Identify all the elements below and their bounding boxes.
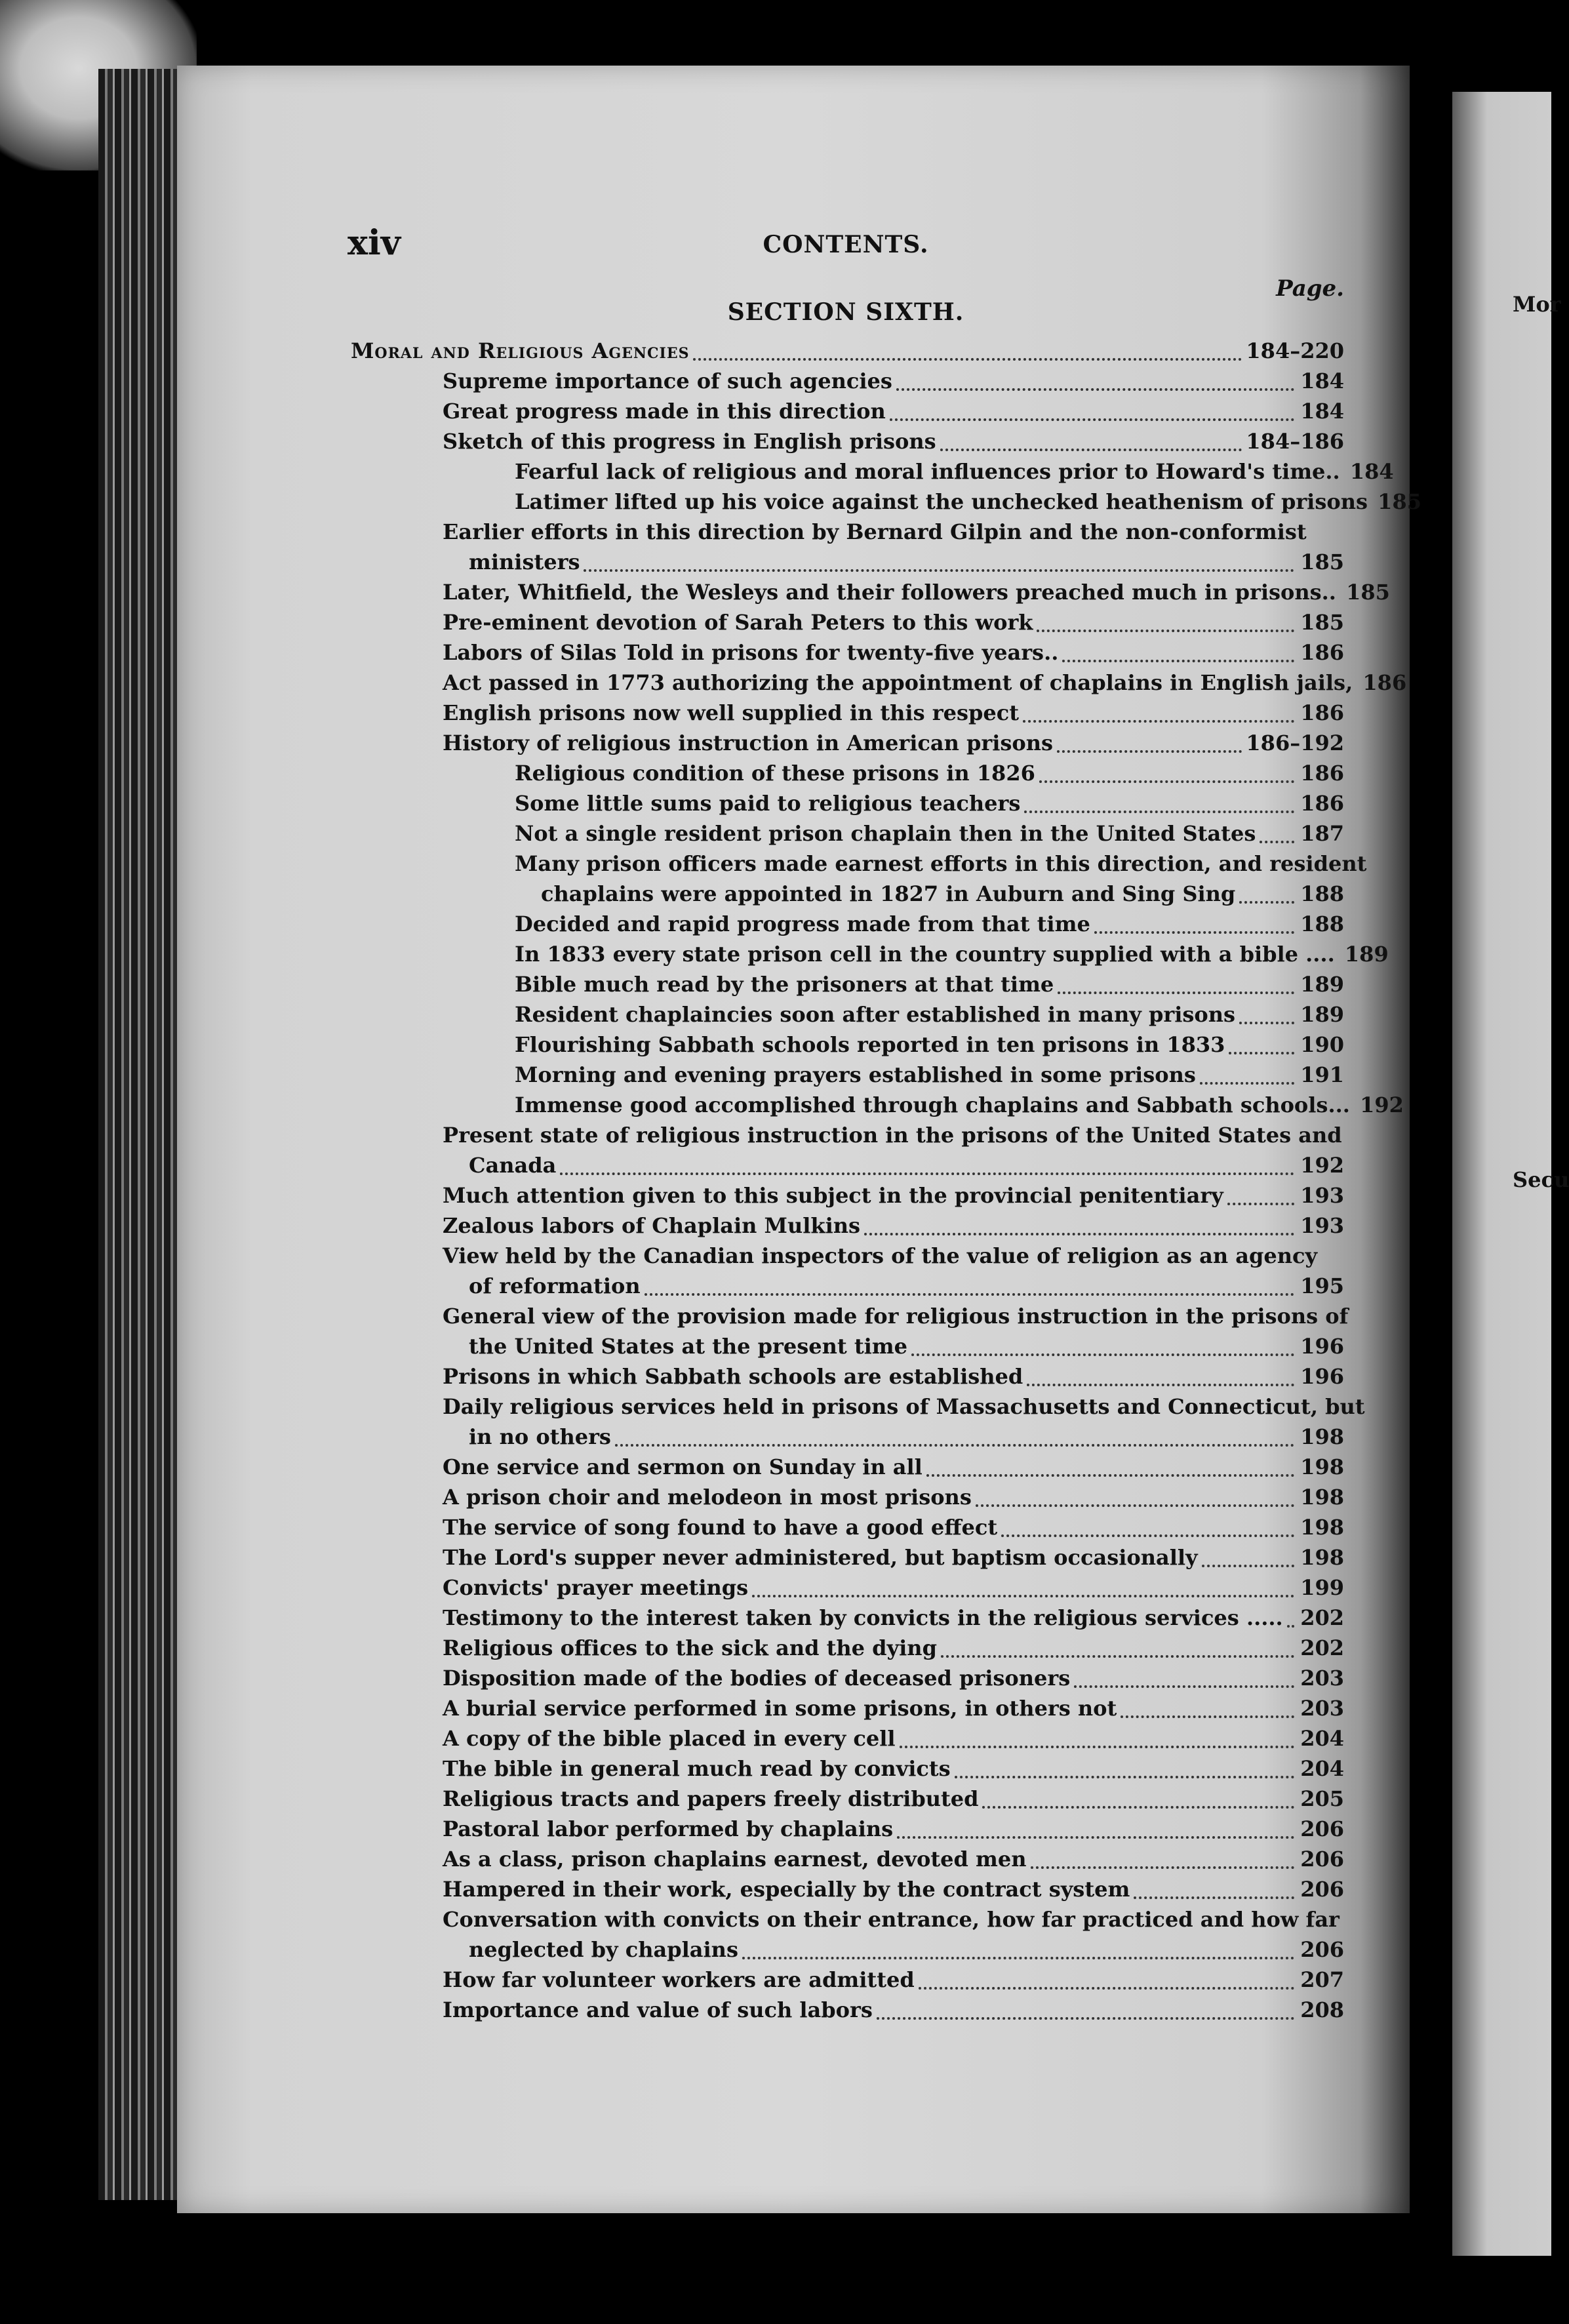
toc-entry [351, 1241, 1344, 1301]
toc-entry-text: Latimer lifted up his voice against the unchecked heathenism of prisons [515, 489, 1368, 514]
toc-entry [351, 1211, 1344, 1241]
toc-entry-text: Religious offices to the sick and the dying [443, 1635, 937, 1660]
toc-page-number: 206 [1300, 1816, 1344, 1841]
toc-entry [351, 426, 1344, 456]
toc-page-number: 204 [1300, 1756, 1344, 1781]
toc-entry [351, 698, 1344, 728]
toc-entry [351, 456, 1394, 487]
toc-entry-text: Many prison officers made earnest efforts in this direction, and resident [515, 851, 1367, 876]
toc-entry-text: Pastoral labor performed by chaplains [443, 1816, 894, 1841]
toc-entry-text: In 1833 every state prison cell in the country supplied with a bible .... [515, 942, 1335, 967]
toc-entry [351, 788, 1344, 818]
toc-page-number: 184 [1300, 369, 1344, 393]
toc-entry-text: Later, Whitfield, the Wesleys and their followers preached much in prisons.. [443, 580, 1336, 605]
toc-entry-text: Present state of religious instruction in the prisons of the United States and [443, 1123, 1342, 1148]
toc-entry-text: Pre-eminent devotion of Sarah Peters to this work [443, 610, 1033, 635]
toc-entry-text: Religious condition of these prisons in 1826 [515, 761, 1035, 786]
toc-entry-text: Prisons in which Sabbath schools are established [443, 1364, 1023, 1389]
toc-page-number: 186–192 [1246, 731, 1344, 755]
dot-leader [919, 1987, 1294, 1990]
dot-leader [976, 1504, 1294, 1507]
toc-entry [351, 577, 1390, 607]
toc-page-number: 189 [1300, 1002, 1344, 1027]
toc-page-number: 202 [1300, 1605, 1344, 1630]
dot-leader [890, 418, 1294, 421]
toc-page-number: 193 [1300, 1183, 1344, 1208]
dot-leader [742, 1957, 1294, 1959]
toc-entry [351, 1542, 1344, 1573]
table-of-contents [351, 336, 1421, 2025]
toc-page-number: 192 [1360, 1092, 1404, 1117]
dot-leader [615, 1444, 1294, 1447]
toc-entry [351, 1693, 1344, 1723]
dot-leader [1121, 1715, 1294, 1718]
toc-page-number: 199 [1300, 1575, 1344, 1600]
dot-leader [645, 1293, 1294, 1296]
toc-entry [351, 1904, 1344, 1965]
toc-entry-text: View held by the Canadian inspectors of the value of religion as an agency [443, 1243, 1318, 1268]
toc-page-number: 184–220 [1246, 338, 1344, 363]
dot-leader [1094, 931, 1294, 934]
toc-entry [351, 668, 1407, 698]
dot-leader [560, 1172, 1294, 1175]
toc-entry-text: As a class, prison chaplains earnest, devoted men [443, 1847, 1027, 1872]
toc-entry [351, 939, 1389, 969]
dot-leader [941, 1655, 1294, 1658]
toc-entry-text: Immense good accomplished through chaplains and Sabbath schools... [515, 1092, 1350, 1117]
toc-page-number: 192 [1300, 1153, 1344, 1178]
toc-entry-text: One service and sermon on Sunday in all [443, 1454, 923, 1479]
toc-entry-text: General view of the provision made for religious instruction in the prisons of [443, 1304, 1349, 1329]
dot-leader [1062, 660, 1294, 662]
toc-entry [351, 909, 1344, 939]
toc-entry-text: ministers [469, 550, 580, 574]
toc-entry [351, 1573, 1344, 1603]
toc-entry-text: Some little sums paid to religious teachers [515, 791, 1021, 816]
toc-entry [351, 607, 1344, 637]
dot-leader [911, 1353, 1294, 1356]
toc-page-number: 185 [1300, 550, 1344, 574]
dot-leader [1074, 1685, 1294, 1688]
toc-entry [351, 999, 1344, 1030]
facing-page-text: Secu [1513, 1167, 1569, 1192]
toc-entry [351, 366, 1344, 396]
toc-page-number: 184 [1300, 399, 1344, 424]
page-column-label: Page. [1276, 275, 1344, 302]
toc-page-number: 187 [1300, 821, 1344, 846]
toc-entry-text: Conversation with convicts on their entrance, how far practiced and how far [443, 1907, 1340, 1932]
toc-entry [351, 758, 1344, 788]
dot-leader [1001, 1534, 1294, 1537]
toc-entry-text: Morning and evening prayers established in some prisons [515, 1062, 1196, 1087]
toc-entry-text: of reformation [469, 1273, 641, 1298]
toc-page-number: 186 [1362, 670, 1407, 695]
toc-entry [351, 1301, 1349, 1361]
toc-entry-text: Canada [469, 1153, 557, 1178]
toc-entry-text: chaplains were appointed in 1827 in Auburn and Sing Sing [541, 881, 1236, 906]
toc-page-number: 193 [1300, 1213, 1344, 1238]
facing-page-fragment [1452, 92, 1569, 2256]
dot-leader [900, 1746, 1294, 1748]
toc-entry-text: The bible in general much read by convicts [443, 1756, 951, 1781]
toc-entry [351, 969, 1344, 999]
toc-entry-text: A burial service performed in some prisons, in others not [443, 1696, 1117, 1721]
toc-page-number: 196 [1300, 1334, 1344, 1359]
toc-entry-text: Disposition made of the bodies of deceased prisoners [443, 1666, 1071, 1691]
dot-leader [1229, 1052, 1294, 1054]
toc-entry-text: The service of song found to have a good effect [443, 1515, 998, 1540]
dot-leader [1024, 811, 1294, 813]
toc-page-number: 206 [1300, 1937, 1344, 1962]
toc-entry [351, 1482, 1344, 1512]
toc-entry [351, 1753, 1344, 1784]
toc-entry [351, 1814, 1344, 1844]
toc-entry [351, 1120, 1344, 1180]
toc-page-number: 186 [1300, 640, 1344, 665]
dot-leader [1023, 720, 1294, 723]
toc-entry [351, 818, 1344, 849]
toc-page-number: 198 [1300, 1545, 1344, 1570]
toc-page-number: 208 [1300, 1997, 1344, 2022]
toc-page-number: 188 [1300, 881, 1344, 906]
dot-leader [1202, 1565, 1294, 1567]
toc-entry [351, 1030, 1344, 1060]
toc-entry-text: Decided and rapid progress made from that time [515, 912, 1090, 936]
toc-entry-text: Sketch of this progress in English prisons [443, 429, 936, 454]
toc-entry [351, 396, 1344, 426]
toc-page-number: 191 [1300, 1062, 1344, 1087]
toc-entry-text: Convicts' prayer meetings [443, 1575, 749, 1600]
toc-entry [351, 637, 1344, 668]
toc-entry-text: Much attention given to this subject in the provincial penitentiary [443, 1183, 1223, 1208]
toc-page-number: 198 [1300, 1424, 1344, 1449]
toc-entry [351, 1965, 1344, 1995]
toc-entry-text: Act passed in 1773 authorizing the appointment of chaplains in English jails, [443, 670, 1353, 695]
section-title: SECTION SIXTH. [727, 298, 964, 326]
dot-leader [1031, 1866, 1295, 1869]
toc-entry-text: How far volunteer workers are admitted [443, 1967, 915, 1992]
running-head [348, 223, 1344, 302]
dot-leader [896, 388, 1294, 391]
toc-entry-text: Fearful lack of religious and moral influences prior to Howard's time.. [515, 459, 1340, 484]
toc-page-number: 204 [1300, 1726, 1344, 1751]
toc-entry [351, 1784, 1344, 1814]
dot-leader [1239, 1022, 1294, 1024]
dot-leader [1200, 1082, 1294, 1085]
dot-leader [1134, 1896, 1294, 1899]
toc-page-number: 189 [1300, 972, 1344, 997]
toc-page-number: 186 [1300, 791, 1344, 816]
book-page-edges [98, 69, 180, 2200]
toc-page-number: 203 [1300, 1696, 1344, 1721]
facing-page-text: Mor [1513, 292, 1561, 317]
toc-entry-text: Religious tracts and papers freely distributed [443, 1786, 979, 1811]
toc-entry-text: Resident chaplaincies soon after established in many prisons [515, 1002, 1236, 1027]
dot-leader [1287, 1625, 1294, 1628]
dot-leader [926, 1474, 1294, 1477]
toc-page-number: 190 [1300, 1032, 1344, 1057]
toc-entry [351, 336, 1344, 366]
toc-entry [351, 1392, 1365, 1452]
toc-page-number: 205 [1300, 1786, 1344, 1811]
toc-page-number: 186 [1300, 761, 1344, 786]
dot-leader [1260, 841, 1294, 843]
toc-entry-text: Moral and Religious Agencies [351, 338, 690, 363]
dot-leader [955, 1776, 1294, 1778]
dot-leader [982, 1806, 1294, 1809]
toc-entry-text: the United States at the present time [469, 1334, 907, 1359]
toc-entry-text: Not a single resident prison chaplain then in the United States [515, 821, 1256, 846]
dot-leader [864, 1233, 1294, 1235]
toc-entry [351, 1723, 1344, 1753]
toc-entry [351, 487, 1421, 517]
toc-page-number: 185 [1300, 610, 1344, 635]
toc-entry-text: Earlier efforts in this direction by Bernard Gilpin and the non-conformist [443, 519, 1307, 544]
toc-entry-text: A prison choir and melodeon in most prisons [443, 1485, 972, 1510]
toc-entry [351, 1995, 1344, 2025]
toc-entry [351, 728, 1344, 758]
toc-page-number: 185 [1346, 580, 1390, 605]
dot-leader [1037, 630, 1294, 632]
dot-leader [1027, 1384, 1294, 1386]
dot-leader [1227, 1203, 1294, 1205]
toc-entry [351, 1090, 1404, 1120]
toc-page-number: 203 [1300, 1666, 1344, 1691]
toc-entry-text: English prisons now well supplied in this respect [443, 700, 1019, 725]
toc-entry [351, 1060, 1344, 1090]
dot-leader [1039, 780, 1294, 783]
toc-entry-text: Great progress made in this direction [443, 399, 886, 424]
toc-page-number: 198 [1300, 1454, 1344, 1479]
toc-entry-text: The Lord's supper never administered, but baptism occasionally [443, 1545, 1198, 1570]
toc-page-number: 185 [1378, 489, 1421, 514]
toc-page-number: 198 [1300, 1515, 1344, 1540]
toc-entry-text: Bible much read by the prisoners at that time [515, 972, 1054, 997]
dot-leader [1058, 992, 1294, 994]
dot-leader [1057, 750, 1242, 753]
toc-entry-text: Hampered in their work, especially by the contract system [443, 1877, 1130, 1902]
dot-leader [752, 1595, 1294, 1597]
toc-page-number: 184–186 [1246, 429, 1344, 454]
toc-entry-text: Labors of Silas Told in prisons for twenty-five years.. [443, 640, 1059, 665]
dot-leader [940, 449, 1242, 451]
toc-entry [351, 1633, 1344, 1663]
toc-entry [351, 1180, 1344, 1211]
toc-entry [351, 1603, 1344, 1633]
page-number: xiv [348, 223, 401, 263]
toc-page-number: 206 [1300, 1847, 1344, 1872]
toc-entry-text: Flourishing Sabbath schools reported in ten prisons in 1833 [515, 1032, 1225, 1057]
toc-page-number: 188 [1300, 912, 1344, 936]
toc-entry-text: Testimony to the interest taken by convicts in the religious services ..... [443, 1605, 1283, 1630]
toc-entry-text: History of religious instruction in American prisons [443, 731, 1053, 755]
toc-entry-text: Supreme importance of such agencies [443, 369, 892, 393]
running-title: CONTENTS. [763, 231, 929, 258]
toc-entry-text: A copy of the bible placed in every cell [443, 1726, 896, 1751]
dot-leader [897, 1836, 1294, 1839]
dot-leader [584, 569, 1294, 572]
toc-page-number: 195 [1300, 1273, 1344, 1298]
toc-page-number: 196 [1300, 1364, 1344, 1389]
toc-page-number: 206 [1300, 1877, 1344, 1902]
toc-entry-text: neglected by chaplains [469, 1937, 738, 1962]
toc-page-number: 186 [1300, 700, 1344, 725]
toc-entry [351, 1361, 1344, 1392]
toc-entry [351, 1452, 1344, 1482]
toc-page-number: 202 [1300, 1635, 1344, 1660]
toc-entry-text: Daily religious services held in prisons of Massachusetts and Connecticut, but [443, 1394, 1365, 1419]
toc-entry [351, 1874, 1344, 1904]
dot-leader [877, 2017, 1294, 2020]
toc-entry-text: Zealous labors of Chaplain Mulkins [443, 1213, 860, 1238]
toc-page-number: 198 [1300, 1485, 1344, 1510]
toc-entry [351, 1844, 1344, 1874]
dot-leader [1239, 901, 1294, 904]
toc-entry [351, 1663, 1344, 1693]
toc-entry [351, 517, 1344, 577]
dot-leader [693, 358, 1242, 361]
toc-entry [351, 1512, 1344, 1542]
toc-entry [351, 849, 1367, 909]
toc-page-number: 184 [1349, 459, 1394, 484]
toc-page-number: 207 [1300, 1967, 1344, 1992]
toc-entry-text: in no others [469, 1424, 611, 1449]
toc-entry-text: Importance and value of such labors [443, 1997, 873, 2022]
toc-page-number: 189 [1344, 942, 1389, 967]
